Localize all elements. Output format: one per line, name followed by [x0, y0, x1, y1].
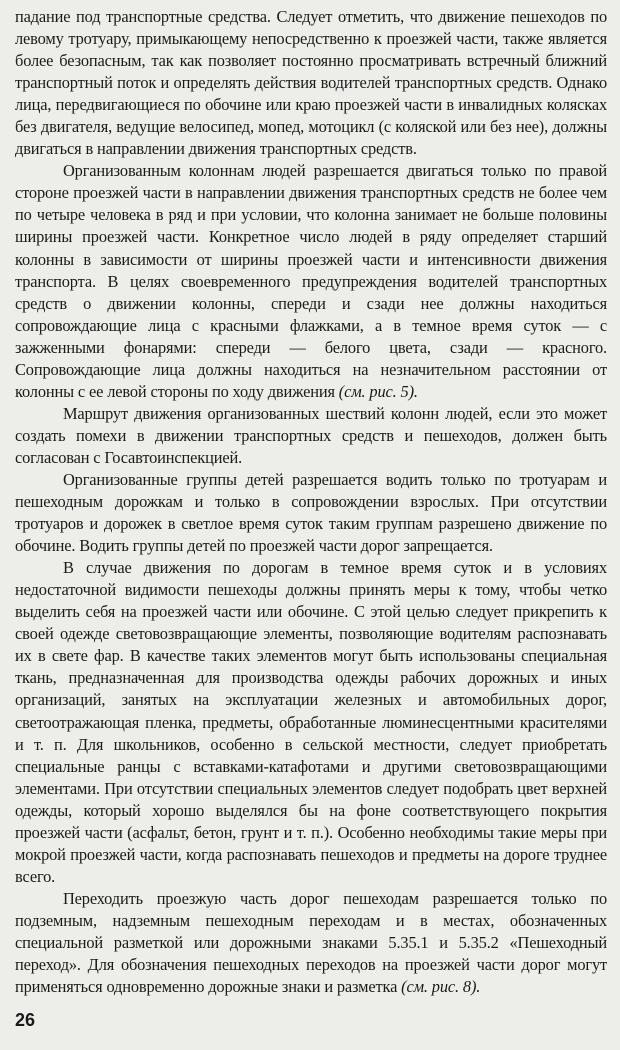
paragraph-text: Маршрут движения организованных шествий колонн людей, если это может создать помехи в движении транспортных средств и пешеходов, должен быть согласован с Госавтоинспекцией. — [15, 403, 607, 467]
paragraph-text: Переходить проезжую часть дорог пешеходам разрешается только по подземным, надземным пешеходным переходам и в местах, обозначенных специальной разметкой или дорожными знаками 5.35.1 и 5.35.2 «Пешеходный переход». Для обозначения пешеходных переходов на проезжей части дорог могут применяться одновременно дорожные знаки и разметка — [15, 888, 607, 997]
paragraph-text: падание под транспортные средства. Следует отметить, что движение пешеходов по левому тротуару, примыкающему непосредственно к проезжей части, также является более безопасным, так как позволяет постоянно просматривать встречный ближний транспортный поток и определять действия водителей транспортных средств. Однако лица, передвигающиеся по обочине или краю проезжей части в инвалидных колясках без двигателя, ведущие велосипед, мопед, мотоцикл (с коляской или без нее), должны двигаться в направлении движения транспортных средств. — [15, 7, 607, 159]
paragraph-3 — [15, 403, 607, 469]
paragraph-5 — [15, 557, 607, 888]
figure-reference: (см. рис. 8). — [401, 977, 481, 997]
paragraph-1 — [15, 6, 607, 160]
paragraph-4 — [15, 469, 607, 557]
paragraph-text: Организованные группы детей разрешается водить только по тротуарам и пешеходным дорожкам и только в сопровождении взрослых. При отсутствии тротуаров и дорожек в светлое время суток таким группам разрешено движение по обочине. Водить группы детей по проезжей части дорог запрещается. — [15, 469, 607, 556]
figure-reference: (см. рис. 5). — [338, 381, 418, 401]
page-number: 26 — [15, 1010, 36, 1030]
paragraph-text: Организованным колоннам людей разрешается двигаться только по правой стороне проезжей части в направлении движения транспортных средств не более чем по четыре человека в ряд и при условии, что колонна занимает не больше половины ширины проезжей части. Конкретное число людей в ряду определяет старший колонны в зависимости от ширины проезжей части и интенсивности движения транспорта. В целях своевременного предупреждения водителей транспортных средств о движении колонны, спереди и сзади нее должны находиться сопровождающие лица с красными флажками, а в темное время суток — с зажженными фонарями: спереди — белого цвета, сзади — красного. Сопровождающие лица должны находиться на незначительном расстоянии от колонны с ее левой стороны по ходу движения — [15, 161, 607, 401]
body-text — [15, 6, 607, 998]
paragraph-text: В случае движения по дорогам в темное время суток и в условиях недостаточной видимости пешеходы должны принять меры к тому, чтобы четко выделить себя на проезжей части или обочине. С этой целью следует прикрепить к своей одежде световозвращающие элементы, позволяющие водителям распознавать их в свете фар. В качестве таких элементов могут быть использованы специальная ткань, предназначенная для производства одежды рабочих дорожных и иных организаций, занятых на эксплуатации железных и автомобильных дорог, светоотражающая пленка, предметы, обработанные люминесцентными красителями и т. п. Для школьников, особенно в сельской местности, следует приобретать специальные ранцы с вставками-катафотами и другими световозвращающими элементами. При отсутствии специальных элементов следует подобрать цвет верхней одежды, который хорошо выделялся бы на фоне соответствующего покрытия проезжей части (асфальт, бетон, грунт и т. п.). Особенно необходимы такие меры при мокрой проезжей части, когда распознавать пешеходов и предметы на дороге труднее всего. — [15, 558, 607, 886]
paragraph-2 — [15, 160, 607, 403]
paragraph-6 — [15, 888, 607, 998]
